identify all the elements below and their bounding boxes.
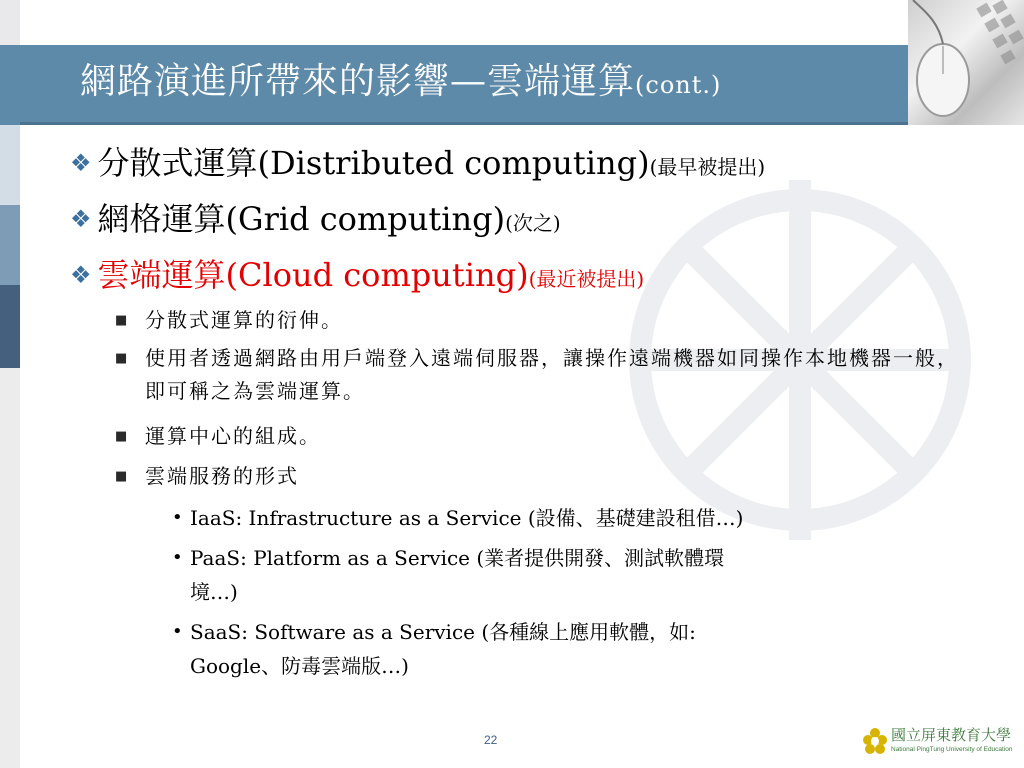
bullet-distributed-computing (70, 138, 765, 184)
flower-logo-icon (860, 725, 890, 759)
square-bullet-icon: ■ (115, 429, 130, 444)
service-line: SaaS: Software as a Service (各種線上應用軟體，如: (190, 620, 696, 644)
square-bullet-icon: ■ (115, 351, 130, 366)
bullet-grid-computing (70, 194, 561, 240)
service-line-continued: 境…) (190, 580, 238, 604)
bullet-note: (次之) (505, 211, 561, 235)
sub-bullet-text: 雲端服務的形式 (145, 464, 299, 488)
square-bullet-icon: ■ (115, 313, 130, 328)
page-number: 22 (484, 733, 498, 747)
university-english-name: National PingTung University of Education (891, 746, 1013, 753)
service-line: PaaS: Platform as a Service (業者提供開發、測試軟體環 (190, 546, 725, 570)
slide-title-suffix: (cont.) (635, 71, 722, 99)
dot-bullet-icon: • (172, 547, 183, 568)
sub-bullet-text: 分散式運算的衍伸。 (145, 308, 343, 332)
university-name: 國立屏東教育大學 (891, 726, 1012, 744)
sub-bullet-text: 使用者透過網路由用戶端登入遠端伺服器，讓操作遠端機器如同操作本地機器一般，即可稱之為雲端運算。 (145, 346, 959, 403)
university-logo (860, 722, 1020, 762)
bullet-text: 網格運算(Grid computing) (97, 200, 506, 238)
bullet-note: (最早被提出) (649, 155, 766, 179)
sub-bullet-definition (115, 342, 975, 408)
dot-bullet-icon: • (172, 507, 183, 528)
dot-bullet-icon: • (172, 621, 183, 642)
service-iaas (172, 501, 1010, 535)
square-bullet-icon: ■ (115, 469, 130, 484)
diamond-bullet-icon: ❖ (70, 149, 92, 177)
service-paas (172, 541, 1010, 609)
sub-bullet-extension (115, 304, 1005, 337)
diamond-bullet-icon: ❖ (70, 205, 92, 233)
service-saas (172, 615, 1010, 683)
service-line-continued: Google、防毒雲端版…) (190, 654, 409, 678)
service-line: IaaS: Infrastructure as a Service (設備、基礎建設租借…) (190, 506, 744, 530)
diamond-bullet-icon: ❖ (70, 261, 92, 289)
bullet-text: 分散式運算(Distributed computing) (97, 144, 650, 182)
sub-bullet-service-forms (115, 460, 1005, 493)
slide-title-main: 網路演進所帶來的影響—雲端運算 (80, 61, 636, 102)
bullet-text: 雲端運算(Cloud computing) (97, 256, 529, 294)
bullet-note: (最近被提出) (528, 267, 645, 291)
sub-bullet-computing-center (115, 420, 1005, 453)
sub-bullet-text: 運算中心的組成。 (145, 424, 321, 448)
bullet-cloud-computing (70, 250, 644, 296)
